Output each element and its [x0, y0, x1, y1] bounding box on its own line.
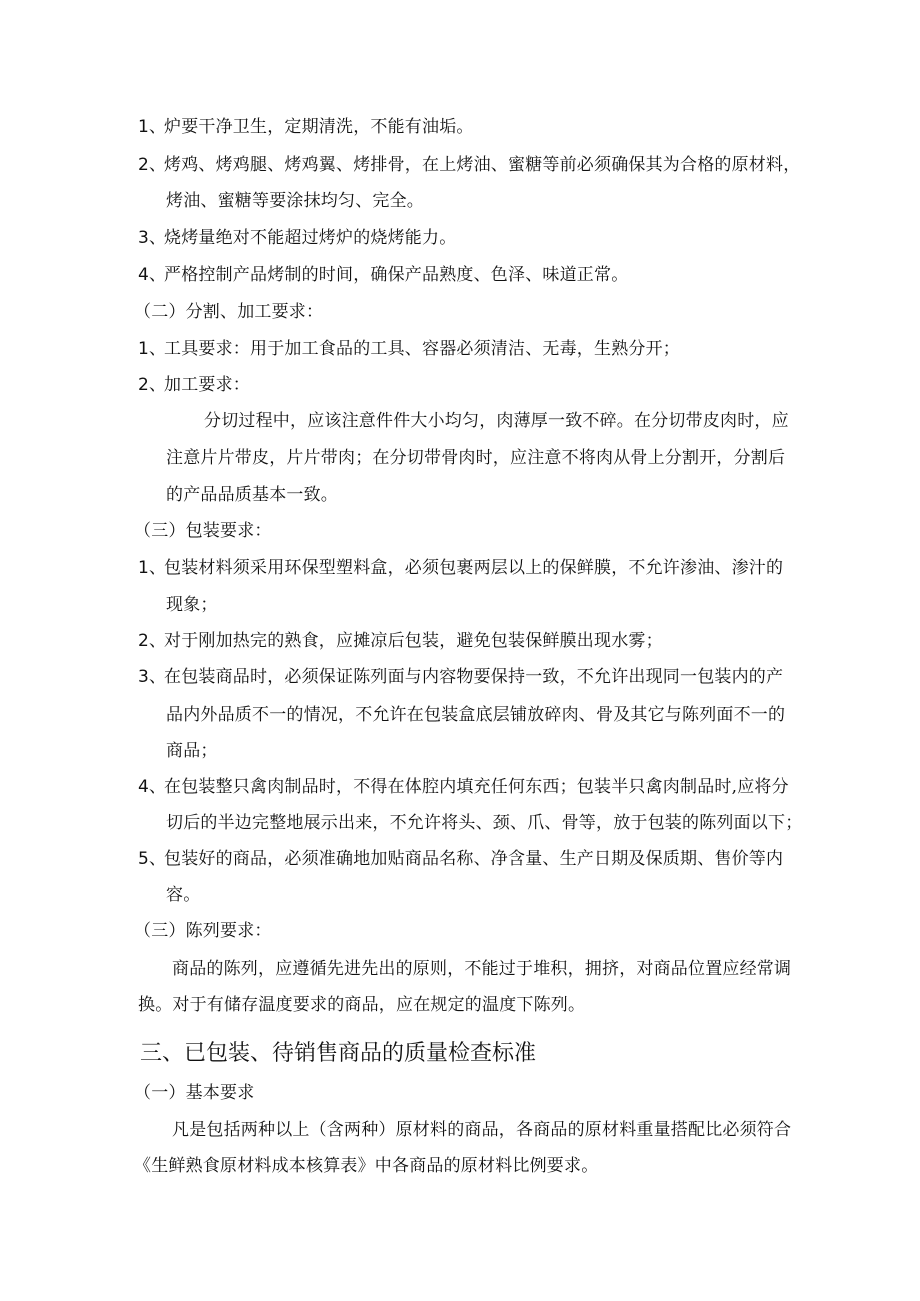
- item-number: 2、: [138, 155, 167, 175]
- item-text: 烤鸡、烤鸡腿、烤鸡翼、烤排骨，在上烤油、蜜糖等前必须确保其为合格的原材料，: [164, 155, 801, 175]
- item-number: 1、: [138, 558, 167, 578]
- item-text: 对于刚加热完的熟食，应摊凉后包装，避免包装保鲜膜出现水雾；: [164, 631, 663, 651]
- item-text: 严格控制产品烤制的时间，确保产品熟度、色泽、味道正常。: [164, 265, 629, 285]
- item-text: 现象；: [166, 595, 218, 615]
- item-number: 1、: [138, 339, 167, 359]
- item-text: 容。: [166, 885, 201, 905]
- item-number: 5、: [138, 849, 167, 869]
- para-text: 凡是包括两种以上（含两种）原材料的商品，各商品的原材料重量搭配比必须符合: [172, 1120, 792, 1140]
- item-text: 加工要求：: [164, 375, 250, 395]
- item-number: 2、: [138, 631, 167, 651]
- item-number: 1、: [138, 117, 167, 137]
- item-text: 品内外品质不一的情况，不允许在包装盒底层铺放碎肉、骨及其它与陈列面不一的: [166, 705, 786, 725]
- item-number: 3、: [138, 667, 167, 687]
- item-text: 烤油、蜜糖等要涂抹均匀、完全。: [166, 191, 424, 211]
- section-3-title: 三、已包装、待销售商品的质量检查标准: [140, 1041, 537, 1066]
- item-number: 2、: [138, 375, 167, 395]
- para-text: 商品的陈列，应遵循先进先出的原则，不能过于堆积，拥挤，对商品位置应经常调: [172, 959, 792, 979]
- para-text: 换。对于有储存温度要求的商品，应在规定的温度下陈列。: [138, 995, 586, 1015]
- item-text: 工具要求：用于加工食品的工具、容器必须清洁、无毒，生熟分开；: [164, 339, 680, 359]
- item-text: 在包装商品时，必须保证陈列面与内容物要保持一致，不允许出现同一包装内的产: [164, 667, 784, 687]
- para-text: 分切过程中，应该注意件件大小均匀，肉薄厚一致不碎。在分切带皮肉时，应: [204, 411, 789, 431]
- item-number: 3、: [138, 228, 167, 248]
- item-text: 切后的半边完整地展示出来，不允许将头、颈、爪、骨等，放于包装的陈列面以下；: [166, 813, 803, 833]
- item-text: 包装好的商品，必须准确地加贴商品名称、净含量、生产日期及保质期、售价等内: [164, 849, 784, 869]
- item-text: 炉要干净卫生，定期清洗，不能有油垢。: [164, 117, 474, 137]
- heading-text: （三）陈列要求：: [134, 921, 272, 941]
- item-text: 包装材料须采用环保型塑料盒，必须包裹两层以上的保鲜膜，不允许渗油、渗汁的: [164, 558, 784, 578]
- item-text: 商品；: [166, 741, 218, 761]
- heading-text: （二）分割、加工要求：: [134, 302, 324, 322]
- para-text: 注意片片带皮，片片带肉；在分切带骨肉时，应注意不将肉从骨上分割开，分割后: [166, 448, 786, 468]
- para-text: 《生鲜熟食原材料成本核算表》中各商品的原材料比例要求。: [134, 1156, 599, 1176]
- item-text: 烧烤量绝对不能超过烤炉的烧烤能力。: [164, 228, 457, 248]
- heading-text: （三）包装要求：: [134, 521, 272, 541]
- heading-text: （一）基本要求: [134, 1083, 255, 1103]
- item-number: 4、: [138, 265, 167, 285]
- para-text: 的产品品质基本一致。: [166, 485, 338, 505]
- item-number: 4、: [138, 777, 167, 797]
- item-text: 在包装整只禽肉制品时，不得在体腔内填充任何东西；包装半只禽肉制品时,应将分: [164, 777, 789, 797]
